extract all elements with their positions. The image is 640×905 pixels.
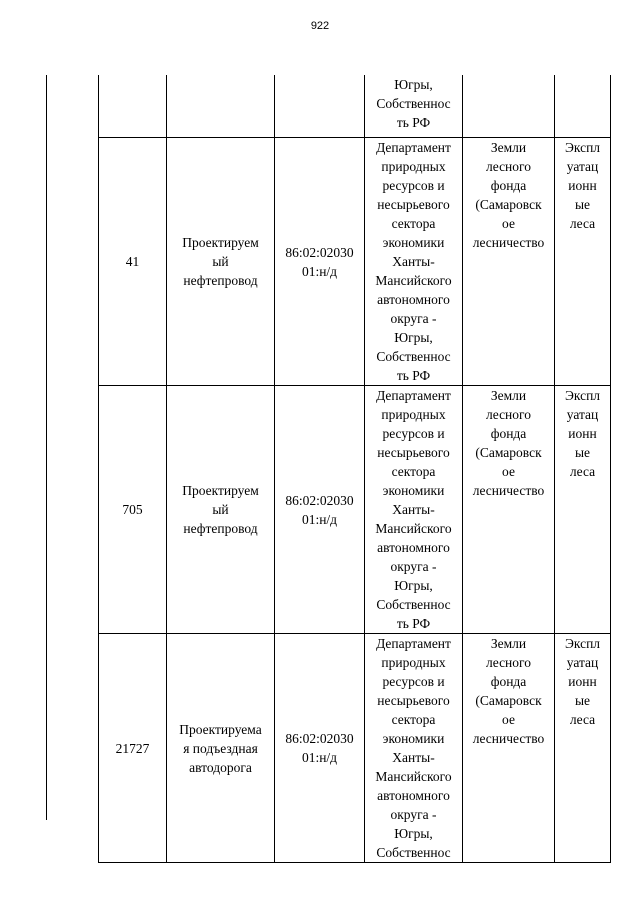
cell-category: Земли лесного фонда (Самаровск ое лесничество [463, 386, 555, 634]
page-number: 922 [310, 20, 330, 32]
land-plot-table [98, 75, 611, 863]
cell-object: Проектируема я подъездная автодорога [167, 634, 275, 863]
cell-object: Проектируем ый нефтепровод [167, 138, 275, 386]
table-row [99, 75, 611, 138]
cell-category: Земли лесного фонда (Самаровск ое лесничество [463, 634, 555, 863]
cell-cadastral: 86:02:02030 01:н/д [275, 634, 365, 863]
cell-object: Проектируем ый нефтепровод [167, 386, 275, 634]
cell-use: Экспл уатац ионн ые леса [555, 138, 611, 386]
table-row [99, 386, 611, 634]
cell-cadastral [275, 75, 365, 138]
cell-category: Земли лесного фонда (Самаровск ое лесничество [463, 138, 555, 386]
cell-category [463, 75, 555, 138]
cell-owner: Департамент природных ресурсов и несырьевого сектора экономики Ханты- Мансийского автономного округа - Югры, Собственнос ть РФ [365, 386, 463, 634]
cell-use: Экспл уатац ионн ые леса [555, 634, 611, 863]
table-row [99, 634, 611, 863]
cell-number [99, 75, 167, 138]
cell-number: 705 [99, 386, 167, 634]
margin-line [46, 75, 47, 820]
cell-use: Экспл уатац ионн ые леса [555, 386, 611, 634]
cell-use [555, 75, 611, 138]
cell-owner: Департамент природных ресурсов и несырьевого сектора экономики Ханты- Мансийского автономного округа - Югры, Собственнос [365, 634, 463, 863]
cell-object [167, 75, 275, 138]
cell-owner: Югры, Собственнос ть РФ [365, 75, 463, 138]
cell-owner: Департамент природных ресурсов и несырьевого сектора экономики Ханты- Мансийского автономного округа - Югры, Собственнос ть РФ [365, 138, 463, 386]
cell-number: 41 [99, 138, 167, 386]
cell-cadastral: 86:02:02030 01:н/д [275, 138, 365, 386]
cell-number: 21727 [99, 634, 167, 863]
table-row [99, 138, 611, 386]
cell-cadastral: 86:02:02030 01:н/д [275, 386, 365, 634]
